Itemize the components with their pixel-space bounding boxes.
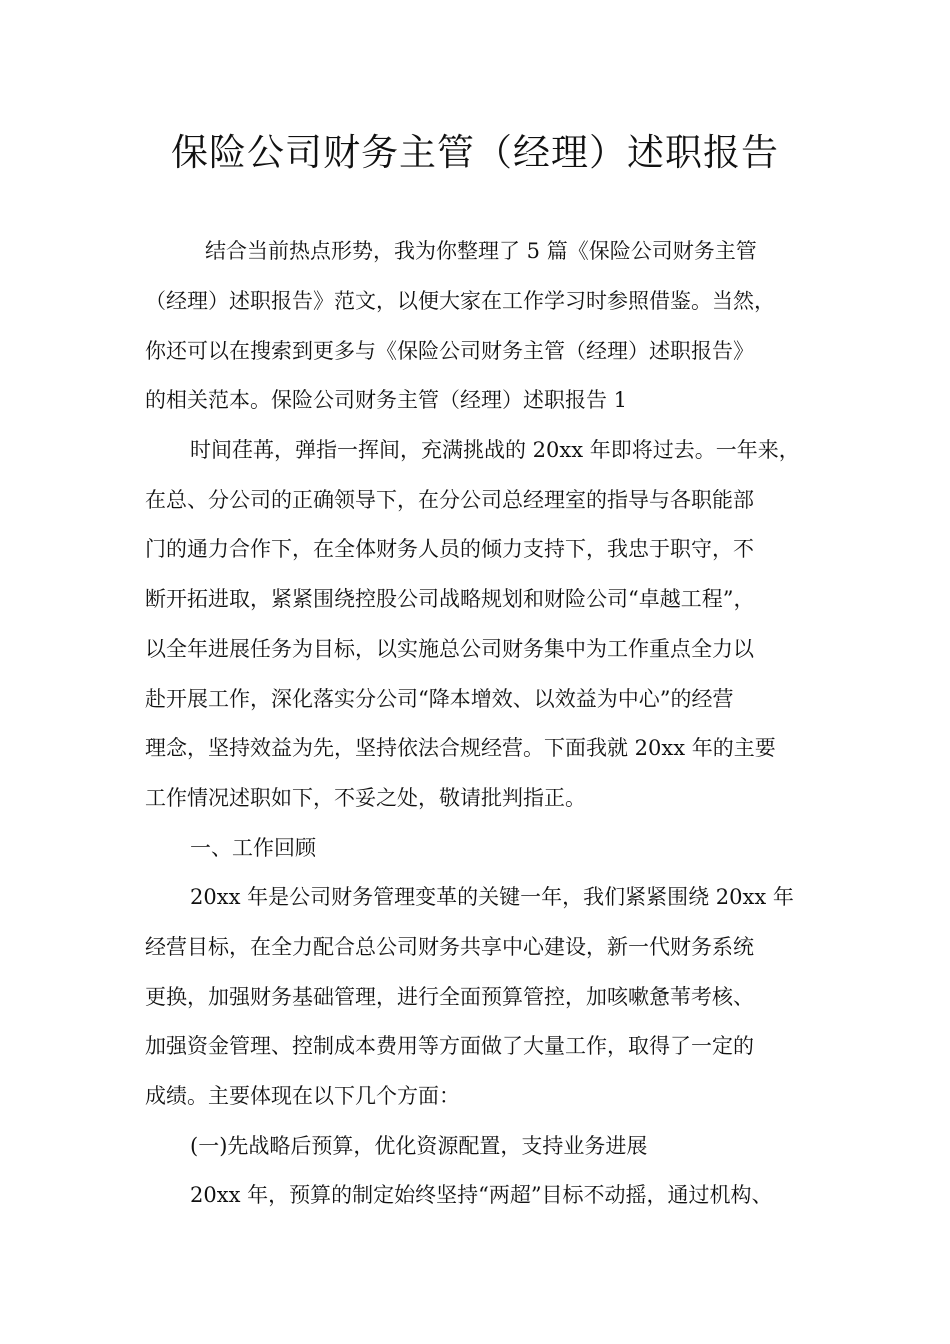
paragraph-line: 的相关范本。保险公司财务主管（经理）述职报告 1	[145, 388, 628, 412]
paragraph-line: 20xx 年是公司财务管理变革的关键一年，我们紧紧围绕 20xx 年	[190, 885, 794, 909]
paragraph-line: 理念，坚持效益为先，坚持依法合规经营。下面我就 20xx 年的主要	[145, 736, 776, 760]
section-heading: 一、工作回顾	[190, 836, 316, 860]
paragraph-line: 结合当前热点形势，我为你整理了 5 篇《保险公司财务主管	[205, 239, 757, 263]
paragraph-line: 经营目标，在全力配合总公司财务共享中心建设，新一代财务系统	[145, 935, 754, 959]
paragraph-line: 在总、分公司的正确领导下，在分公司总经理室的指导与各职能部	[145, 488, 754, 512]
paragraph-line: （经理）述职报告》范文，以便大家在工作学习时参照借鉴。当然，	[145, 289, 775, 313]
paragraph-line: 以全年进展任务为目标，以实施总公司财务集中为工作重点全力以	[145, 637, 754, 661]
document-title: 保险公司财务主管（经理）述职报告	[171, 131, 779, 174]
paragraph-line: 断开拓进取，紧紧围绕控股公司战略规划和财险公司“卓越工程”，	[145, 587, 755, 611]
paragraph-line: 时间荏苒，弹指一挥间，充满挑战的 20xx 年即将过去。一年来，	[190, 438, 800, 462]
paragraph-line: 工作情况述职如下，不妥之处，敬请批判指正。	[145, 786, 586, 810]
paragraph-line: 加强资金管理、控制成本费用等方面做了大量工作，取得了一定的	[145, 1034, 754, 1058]
paragraph-line: 赴开展工作，深化落实分公司“降本增效、以效益为中心”的经营	[145, 687, 734, 711]
paragraph-line: 更换，加强财务基础管理，进行全面预算管控，加咳嗽惫苇考核、	[145, 985, 754, 1009]
paragraph-line: 你还可以在搜索到更多与《保险公司财务主管（经理）述职报告》	[145, 339, 754, 363]
paragraph-line: 20xx 年，预算的制定始终坚持“两超”目标不动摇，通过机构、	[190, 1183, 773, 1207]
paragraph-line: 成绩。主要体现在以下几个方面：	[145, 1084, 460, 1108]
subsection-heading: (一)先战略后预算，优化资源配置，支持业务进展	[190, 1134, 648, 1158]
paragraph-line: 门的通力合作下，在全体财务人员的倾力支持下，我忠于职守，不	[145, 537, 754, 561]
